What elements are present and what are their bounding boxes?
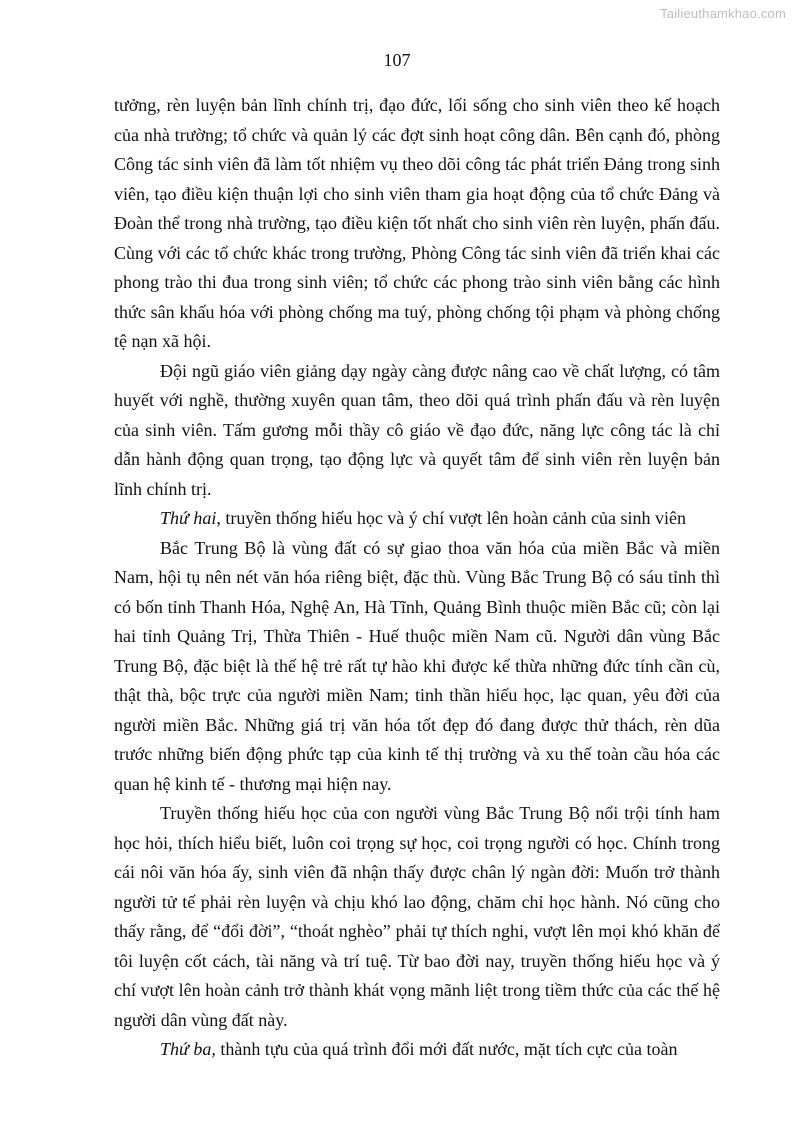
paragraph-4: Bắc Trung Bộ là vùng đất có sự giao thoa văn hóa của miền Bắc và miền Nam, hội tụ nên nét văn hóa riêng biệt, đặc thù. Vùng Bắc Trung Bộ có sáu tỉnh thì có bốn tỉnh Thanh Hóa, Nghệ An, Hà Tĩnh, Quảng Bình thuộc miền Bắc cũ; còn lại hai tỉnh Quảng Trị, Thừa Thiên - Huế thuộc miền Nam cũ. Người dân vùng Bắc Trung Bộ, đặc biệt là thế hệ trẻ rất tự hào khi được kế thừa những đức tính cần cù, thật thà, bộc trực của người miền Nam; tinh thần hiếu học, lạc quan, yêu đời của người miền Bắc. Những giá trị văn hóa tốt đẹp đó đang được thử thách, rèn dũa trước những biến động phức tạp của kinh tế thị trường và xu thế toàn cầu hóa các quan hệ kinh tế - thương mại hiện nay. <box>114 537 720 794</box>
page-number: 107 <box>383 50 411 70</box>
paragraph-6-text: thành tựu của quá trình đổi mới đất nước, mặt tích cực của toàn <box>215 1039 678 1059</box>
paragraph-2: Đội ngũ giáo viên giảng dạy ngày càng được nâng cao về chất lượng, có tâm huyết với nghề, thường xuyên quan tâm, theo dõi quá trình phấn đấu và rèn luyện của sinh viên. Tấm gương mỗi thầy cô giáo về đạo đức, năng lực công tác là chỉ dẫn hành động quan trọng, tạo động lực và quyết tâm để sinh viên rèn luyện bản lĩnh chính trị. <box>114 360 720 499</box>
watermark-text: Tailieuthamkhao.com <box>660 6 786 21</box>
paragraph-3-text: , truyền thống hiếu học và ý chí vượt lên hoàn cảnh của sinh viên <box>216 508 686 528</box>
paragraph-1: tưởng, rèn luyện bản lĩnh chính trị, đạo đức, lối sống cho sinh viên theo kế hoạch của nhà trường; tổ chức và quản lý các đợt sinh hoạt công dân. Bên cạnh đó, phòng Công tác sinh viên đã làm tốt nhiệm vụ theo dõi công tác phát triển Đảng trong sinh viên, tạo điều kiện thuận lợi cho sinh viên tham gia hoạt động của tổ chức Đảng và Đoàn thể trong nhà trường, tạo điều kiện tốt nhất cho sinh viên rèn luyện, phấn đấu. Cùng với các tổ chức khác trong trường, Phòng Công tác sinh viên đã triển khai các phong trào thi đua trong sinh viên; tổ chức các phong trào sinh viên bằng các hình thức sân khấu hóa với phòng chống ma tuý, phòng chống tội phạm và phòng chống tệ nạn xã hội. <box>114 95 720 351</box>
document-body <box>114 91 720 1065</box>
paragraph-6-lead: Thứ ba, <box>160 1039 216 1059</box>
paragraph-3 <box>114 504 720 534</box>
paragraph-3-lead: Thứ hai <box>160 508 217 528</box>
paragraph-5: Truyền thống hiếu học của con người vùng Bắc Trung Bộ nổi trội tính ham học hỏi, thích hiểu biết, luôn coi trọng sự học, coi trọng người có học. Chính trong cái nôi văn hóa ấy, sinh viên đã nhận thấy được chân lý ngàn đời: Muốn trở thành người tử tế phải rèn luyện và chịu khó lao động, chăm chỉ học hành. Nó cũng cho thấy rằng, để “đổi đời”, “thoát nghèo” phải tự thích nghi, vượt lên mọi khó khăn để tôi luyện cốt cách, tài năng và trí tuệ. Từ bao đời nay, truyền thống hiếu học và ý chí vượt lên hoàn cảnh trở thành khát vọng mãnh liệt trong tiềm thức của các thế hệ người dân vùng đất này. <box>114 803 720 1030</box>
paragraph-6 <box>114 1035 720 1065</box>
